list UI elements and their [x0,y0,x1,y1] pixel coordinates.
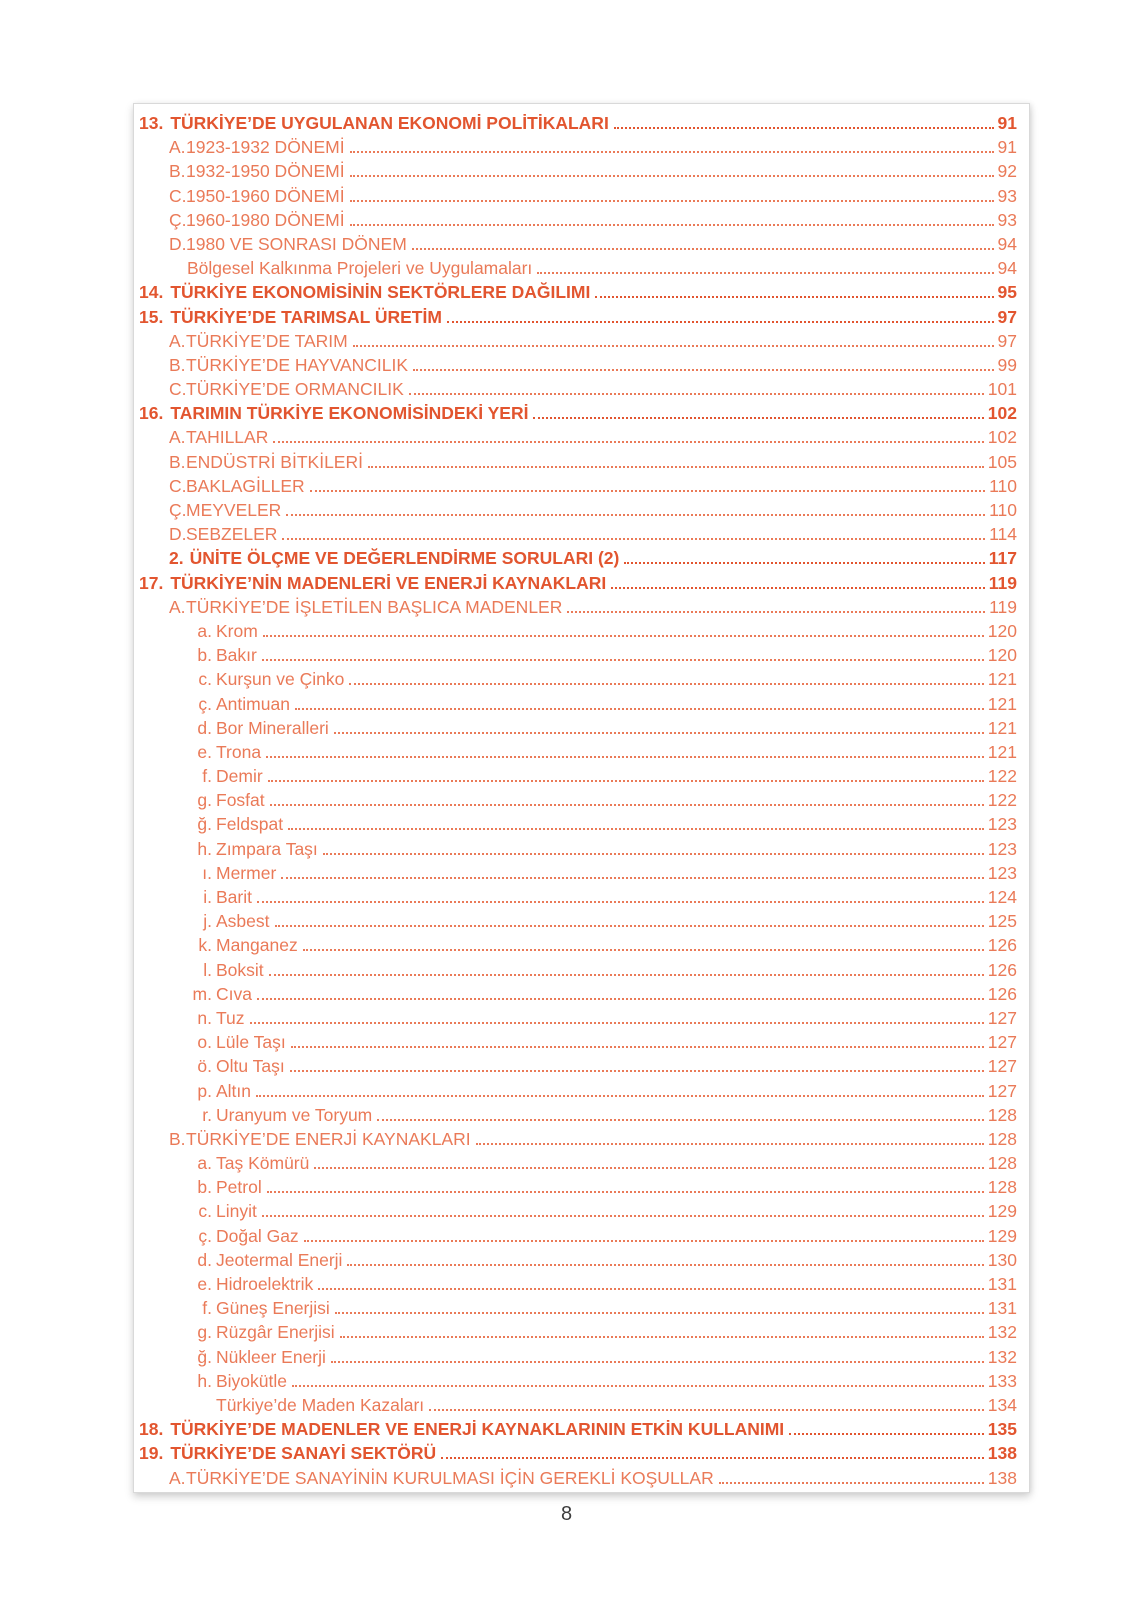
dot-leader [266,753,984,758]
toc-entry-title: BAKLAGİLLER [186,475,305,496]
toc-entry-label: Ç. [169,500,187,520]
toc-entry-page: 122 [987,766,1017,787]
toc-entry-label: C. [169,475,187,496]
toc-entry [139,571,1017,595]
toc-entry-label: ç. [198,1225,212,1246]
toc-entry-label: c. [198,1201,212,1222]
dot-leader [441,1454,984,1459]
toc-entry-title: TÜRKİYE’DE İŞLETİLEN BAŞLICA MADENLER [186,596,563,617]
toc-entry-page: 128 [987,1177,1017,1198]
dot-leader [412,245,994,250]
toc-entry-title: TÜRKİYE’DE HAYVANCILIK [186,354,409,375]
toc-entry-title: Rüzgâr Enerjisi [216,1322,335,1343]
toc-entry-title: Zımpara Taşı [216,838,318,859]
toc-entry-label: Ç. [169,209,187,230]
toc-entry [139,280,1017,304]
toc-entry [139,184,1017,208]
toc-entry [139,1320,1017,1344]
toc-entry-label: h. [197,1370,212,1391]
toc-entry [139,861,1017,885]
dot-leader [262,1212,984,1217]
dot-leader [269,971,984,976]
dot-leader [368,463,984,468]
toc-entry-page: 133 [987,1370,1017,1391]
toc-entry-label: ç. [198,693,212,714]
dot-leader [292,1382,984,1387]
dot-leader [350,148,994,153]
dot-leader [347,1261,983,1266]
toc-entry-label: l. [203,959,212,980]
toc-entry-title: Taş Kömürü [216,1153,310,1174]
dot-leader [335,1309,984,1314]
toc-entry-page: 93 [997,209,1017,230]
toc-entry-label: e. [197,741,212,762]
toc-entry-page: 129 [987,1201,1017,1222]
dot-leader [624,559,984,564]
dot-leader [250,1019,984,1024]
toc-entry-label: 2. [169,548,184,569]
dot-leader [719,1479,984,1484]
toc-entry [139,1127,1017,1151]
toc-entry-page: 131 [987,1274,1017,1294]
toc-entry-title: Boksit [216,959,264,980]
dot-leader [262,656,984,661]
toc-entry [139,716,1017,740]
toc-entry-label: i. [203,887,212,907]
scanned-page [133,103,1030,1493]
toc-entry-title: Bölgesel Kalkınma Projeleri ve Uygulamaları [187,258,533,279]
toc-entry-label: a. [197,620,212,641]
dot-leader [349,680,983,685]
toc-entry-label: o. [197,1032,212,1053]
toc-entry-page: 105 [987,451,1017,472]
toc-entry [139,377,1017,401]
toc-entry-label: 14. [139,282,164,303]
dot-leader [273,438,983,443]
toc-entry-title: Hidroelektrik [216,1274,314,1294]
toc-entry-page: 126 [987,959,1017,980]
toc-entry [139,1175,1017,1199]
toc-entry-title: Petrol [216,1177,262,1198]
page-number: 8 [560,1503,573,1525]
toc-entry-label: ı. [202,862,212,883]
dot-leader [304,1237,984,1242]
toc-entry [139,353,1017,377]
toc-entry [139,111,1017,135]
dot-leader [275,922,984,927]
dot-leader [288,825,984,830]
toc-entry-label: g. [197,790,212,811]
toc-entry [139,764,1017,788]
toc-entry-label: A. [169,330,186,351]
toc-entry-page: 127 [987,1032,1017,1053]
toc-entry-label: f. [202,1298,212,1319]
toc-entry [139,909,1017,933]
toc-entry-label: p. [197,1080,212,1101]
dot-leader [533,414,983,419]
toc-entry-page: 124 [987,887,1017,907]
dot-leader [257,898,984,903]
toc-entry [139,498,1017,522]
toc-entry-page: 94 [997,258,1017,279]
toc-entry-page: 114 [989,524,1017,545]
toc-entry-title: TÜRKİYE’NİN MADENLERİ VE ENERJİ KAYNAKLARI [170,572,607,593]
dot-leader [340,1333,984,1338]
toc-entry [139,885,1017,909]
dot-leader [295,705,984,710]
dot-leader [256,1092,984,1097]
toc-entry-label: n. [197,1007,212,1028]
toc-entry-page: 97 [997,330,1017,351]
toc-entry-title: Nükleer Enerji [216,1346,326,1367]
toc-entry-page: 102 [987,403,1017,424]
toc-entry-title: MEYVELER [186,500,282,520]
toc-entry-title: Altın [216,1080,252,1101]
dot-leader [350,221,994,226]
toc-entry-page: 126 [987,935,1017,956]
dot-leader [257,995,984,1000]
dot-leader [334,729,984,734]
toc-entry-page: 122 [987,790,1017,811]
toc-entry [139,1103,1017,1127]
toc-entry [139,1466,1017,1490]
toc-entry-page: 121 [987,693,1017,714]
toc-entry-label: f. [202,766,212,787]
toc-entry-page: 138 [987,1467,1017,1488]
toc-entry [139,1199,1017,1223]
dot-leader [447,318,994,323]
toc-entry-label: c. [198,669,212,690]
toc-entry-title: 1932-1950 DÖNEMİ [186,161,345,182]
toc-entry-page: 127 [987,1007,1017,1028]
toc-entry-title: Jeotermal Enerji [216,1249,343,1270]
toc-entry-label: B. [169,1128,186,1149]
toc-entry-title: Kurşun ve Çinko [216,669,345,690]
toc-entry [139,1417,1017,1441]
dot-leader [314,1164,983,1169]
toc-entry-title: Oltu Taşı [216,1056,285,1077]
toc-entry [139,329,1017,353]
table-of-contents [139,111,1017,1490]
dot-leader [286,511,985,516]
toc-entry [139,256,1017,280]
toc-entry-page: 119 [988,572,1017,593]
toc-entry-page: 93 [997,185,1017,206]
toc-entry-title: Güneş Enerjisi [216,1298,330,1319]
toc-entry-page: 123 [987,814,1017,835]
dot-leader [595,293,993,298]
toc-entry-page: 128 [987,1128,1017,1149]
toc-entry [139,159,1017,183]
toc-entry [139,232,1017,256]
toc-entry [139,1054,1017,1078]
toc-entry-page: 128 [987,1104,1017,1125]
dot-leader [270,801,984,806]
toc-entry-page: 132 [987,1346,1017,1367]
dot-leader [303,946,984,951]
toc-entry-page: 123 [987,838,1017,859]
dot-leader [267,1188,984,1193]
toc-entry-title: TÜRKİYE’DE ENERJİ KAYNAKLARI [186,1128,471,1149]
toc-entry-page: 131 [987,1298,1017,1319]
toc-entry-label: g. [197,1322,212,1343]
toc-entry-title: TÜRKİYE EKONOMİSİNİN SEKTÖRLERE DAĞILIMI [170,282,591,303]
toc-entry-title: Tuz [216,1007,245,1028]
toc-entry [139,982,1017,1006]
toc-entry [139,667,1017,691]
dot-leader [377,1116,984,1121]
toc-entry-label: h. [197,838,212,859]
toc-entry-title: TÜRKİYE’DE TARIM [186,330,348,351]
toc-entry [139,1441,1017,1465]
toc-entry [139,788,1017,812]
toc-entry-title: TÜRKİYE’DE UYGULANAN EKONOMİ POLİTİKALARI [170,113,609,133]
toc-entry-title: 1960-1980 DÖNEMİ [186,209,345,230]
dot-leader [331,1358,984,1363]
toc-entry-title: Linyit [216,1201,257,1222]
toc-entry [139,1030,1017,1054]
toc-entry-label: b. [197,1177,212,1198]
dot-leader [537,269,993,274]
toc-entry-page: 127 [987,1056,1017,1077]
toc-entry-page: 126 [987,983,1017,1004]
toc-entry [139,1296,1017,1320]
toc-entry [139,208,1017,232]
toc-entry [139,1079,1017,1103]
dot-leader [353,342,994,347]
toc-entry-title: TÜRKİYE’DE SANAYİ SEKTÖRÜ [170,1443,437,1464]
toc-entry-page: 120 [987,645,1017,666]
toc-entry [139,692,1017,716]
toc-entry-page: 117 [988,548,1017,569]
dot-leader [263,632,984,637]
toc-entry-label: e. [197,1274,212,1294]
toc-entry [139,958,1017,982]
toc-entry-page: 92 [997,161,1017,182]
toc-entry-title: ÜNİTE ÖLÇME VE DEĞERLENDİRME SORULARI (2) [189,548,620,569]
toc-entry-page: 127 [987,1080,1017,1101]
toc-entry-label: A. [169,427,186,448]
toc-entry-page: 121 [987,741,1017,762]
toc-entry-page: 121 [987,669,1017,690]
toc-entry-page: 123 [987,862,1017,883]
toc-entry [139,1151,1017,1175]
toc-entry [139,1272,1017,1296]
toc-entry-label: d. [197,717,212,738]
toc-entry-page: 110 [989,500,1017,520]
toc-entry-title: 1980 VE SONRASI DÖNEM [186,233,407,254]
toc-entry-title: TARIMIN TÜRKİYE EKONOMİSİNDEKİ YERİ [170,403,529,424]
toc-entry [139,474,1017,498]
toc-entry [139,1224,1017,1248]
toc-entry [139,305,1017,329]
toc-entry-title: Bor Mineralleri [216,717,329,738]
toc-entry-title: ENDÜSTRİ BİTKİLERİ [186,451,363,472]
toc-entry-title: Barit [216,887,252,907]
toc-entry-label: r. [202,1104,212,1125]
toc-entry-title: Biyokütle [216,1370,288,1391]
dot-leader [323,850,984,855]
toc-entry [139,522,1017,546]
toc-entry-page: 129 [987,1225,1017,1246]
toc-entry-title: Demir [216,766,263,787]
toc-entry-page: 119 [989,596,1017,617]
toc-entry-title: TÜRKİYE’DE TARIMSAL ÜRETİM [170,306,442,327]
toc-entry-page: 138 [987,1443,1017,1464]
dot-leader [429,1406,984,1411]
toc-entry-title: Lüle Taşı [216,1032,286,1053]
toc-entry-page: 130 [987,1249,1017,1270]
toc-entry [139,812,1017,836]
toc-entry-label: 15. [139,306,164,327]
toc-entry-page: 132 [987,1322,1017,1343]
toc-entry [139,450,1017,474]
toc-entry-title: TÜRKİYE’DE ORMANCILIK [186,379,404,400]
toc-entry-page: 94 [997,233,1017,254]
toc-entry-label: 16. [139,403,164,424]
dot-leader [476,1140,984,1145]
toc-entry-title: Trona [216,741,262,762]
toc-entry [139,1006,1017,1030]
toc-entry-label: A. [169,596,186,617]
dot-leader [281,874,984,879]
dot-leader [614,124,994,129]
dot-leader [409,390,984,395]
toc-entry-title: Krom [216,620,258,641]
toc-entry-page: 99 [997,354,1017,375]
toc-entry-title: Bakır [216,645,257,666]
toc-entry-label: ö. [197,1056,212,1077]
toc-entry-title: SEBZELER [186,524,278,545]
toc-entry-page: 134 [987,1394,1017,1415]
toc-entry-title: Cıva [216,983,252,1004]
toc-entry [139,740,1017,764]
toc-entry-page: 121 [987,717,1017,738]
toc-entry [139,933,1017,957]
toc-entry-label: ğ. [197,1346,212,1367]
toc-entry-page: 97 [997,306,1017,327]
toc-entry-page: 102 [987,427,1017,448]
toc-entry-label: D. [169,233,187,254]
toc-entry [139,135,1017,159]
toc-entry [139,546,1017,570]
toc-entry-label: 13. [139,113,164,133]
dot-leader [291,1043,984,1048]
toc-entry [139,425,1017,449]
toc-entry-label: a. [197,1153,212,1174]
toc-entry [139,1369,1017,1393]
toc-entry-label: 17. [139,572,164,593]
toc-entry-label: 18. [139,1419,164,1440]
dot-leader [350,172,994,177]
toc-entry [139,595,1017,619]
toc-entry-page: 91 [997,113,1017,133]
dot-leader [789,1430,984,1435]
dot-leader [413,366,993,371]
dot-leader [268,777,984,782]
toc-entry-label: B. [169,354,186,375]
toc-entry-label: D. [169,524,187,545]
toc-entry-label: m. [192,983,212,1004]
toc-entry-label: C. [169,379,187,400]
toc-entry-title: Türkiye’de Maden Kazaları [216,1394,425,1415]
toc-entry-title: TÜRKİYE’DE MADENLER VE ENERJİ KAYNAKLARININ ETKİN KULLANIMI [170,1419,785,1440]
dot-leader [282,535,985,540]
toc-entry-page: 95 [997,282,1017,303]
toc-entry-title: Antimuan [216,693,290,714]
toc-entry-title: TAHILLAR [186,427,269,448]
toc-entry-label: b. [197,645,212,666]
toc-entry-title: Feldspat [216,814,284,835]
toc-entry [139,1248,1017,1272]
toc-entry-label: k. [198,935,212,956]
dot-leader [310,487,985,492]
toc-entry-title: 1950-1960 DÖNEMİ [186,185,345,206]
toc-entry [139,1393,1017,1417]
toc-entry-page: 120 [987,620,1017,641]
toc-entry-label: d. [197,1249,212,1270]
toc-entry [139,401,1017,425]
toc-entry [139,619,1017,643]
toc-entry-title: Manganez [216,935,298,956]
toc-entry-label: ğ. [197,814,212,835]
toc-entry-title: Fosfat [216,790,265,811]
toc-entry-label: j. [203,911,212,932]
dot-leader [611,584,985,589]
toc-entry-title: Asbest [216,911,270,932]
toc-entry [139,1345,1017,1369]
toc-entry-label: A. [169,1467,186,1488]
toc-entry [139,643,1017,667]
toc-entry-label: B. [169,161,186,182]
toc-entry-title: TÜRKİYE’DE SANAYİNİN KURULMASI İÇİN GEREKLİ KOŞULLAR [186,1467,714,1488]
dot-leader [350,197,994,202]
toc-entry-page: 101 [987,379,1017,400]
toc-entry-page: 135 [987,1419,1017,1440]
dot-leader [318,1285,984,1290]
dot-leader [290,1067,984,1072]
toc-entry-title: Doğal Gaz [216,1225,299,1246]
toc-entry [139,837,1017,861]
toc-entry-label: C. [169,185,187,206]
toc-entry-page: 91 [997,137,1017,158]
toc-entry-title: 1923-1932 DÖNEMİ [186,137,345,158]
toc-entry-title: Uranyum ve Toryum [216,1104,373,1125]
toc-entry-page: 128 [987,1153,1017,1174]
dot-leader [567,608,985,613]
toc-entry-title: Mermer [216,862,277,883]
toc-entry-page: 110 [989,475,1017,496]
toc-entry-label: A. [169,137,186,158]
toc-entry-label: 19. [139,1443,164,1464]
toc-entry-page: 125 [987,911,1017,932]
toc-entry-label: B. [169,451,186,472]
